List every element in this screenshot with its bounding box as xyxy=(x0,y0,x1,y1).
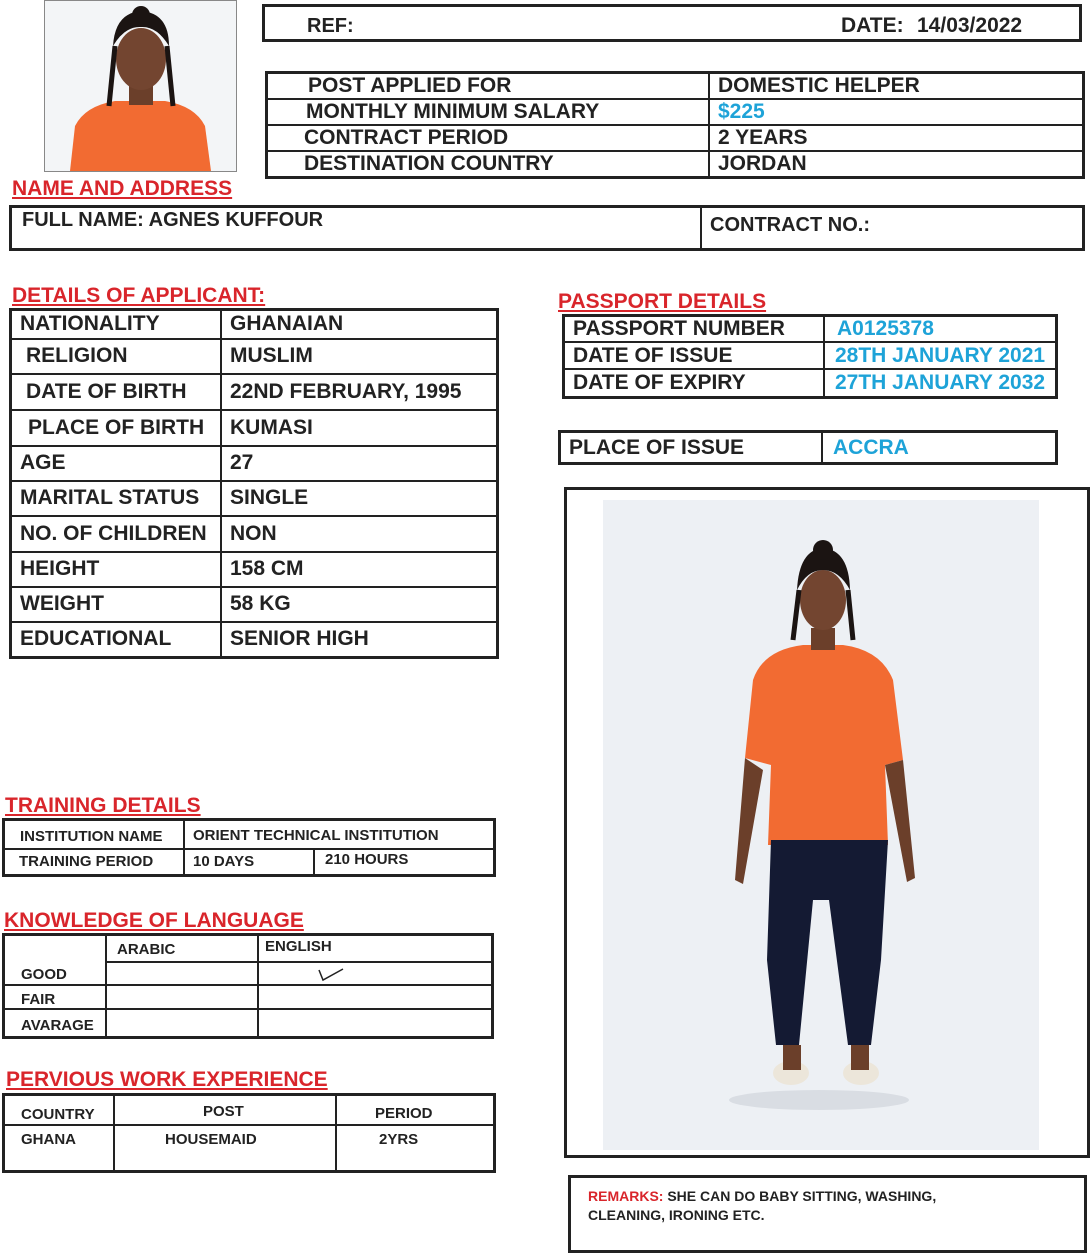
divider xyxy=(5,848,493,850)
divider xyxy=(105,936,107,1036)
applicant-value: KUMASI xyxy=(221,410,498,446)
job-label: POST APPLIED FOR xyxy=(267,73,710,100)
date-label: DATE: xyxy=(841,14,904,37)
full-body-image xyxy=(603,500,1039,1150)
passport-value: A0125378 xyxy=(824,316,1057,343)
place-of-issue-value: ACCRA xyxy=(822,432,1057,464)
applicant-label: PLACE OF BIRTH xyxy=(11,410,222,446)
passport-label: DATE OF ISSUE xyxy=(564,342,825,369)
applicant-value: MUSLIM xyxy=(221,339,498,374)
remarks-text: SHE CAN DO BABY SITTING, WASHING, CLEANING, IRONING ETC. xyxy=(588,1188,937,1223)
divider xyxy=(257,936,259,1036)
passport-heading: PASSPORT DETAILS xyxy=(558,290,767,313)
experience-country: GHANA xyxy=(21,1131,76,1148)
full-body-photo-frame xyxy=(564,487,1090,1158)
applicant-label: MARITAL STATUS xyxy=(11,481,222,516)
remarks-box xyxy=(568,1175,1087,1253)
name-address-box xyxy=(9,205,1085,251)
remarks-label: REMARKS: xyxy=(588,1188,664,1204)
institution-label: INSTITUTION NAME xyxy=(20,828,163,845)
salary-value: $225 xyxy=(709,99,1084,125)
applicant-value: SINGLE xyxy=(221,481,498,516)
institution-value: ORIENT TECHNICAL INSTITUTION xyxy=(193,827,439,844)
applicant-label: NATIONALITY xyxy=(11,310,222,339)
language-col-english: ENGLISH xyxy=(265,938,332,955)
divider xyxy=(5,984,491,986)
place-of-issue-label: PLACE OF ISSUE xyxy=(560,432,823,464)
experience-col-country: COUNTRY xyxy=(21,1106,95,1123)
job-value: DOMESTIC HELPER xyxy=(709,73,1084,100)
applicant-heading: DETAILS OF APPLICANT: xyxy=(12,284,266,307)
passport-table xyxy=(562,314,1058,399)
job-label: MONTHLY MINIMUM SALARY xyxy=(267,99,710,125)
passport-label: PASSPORT NUMBER xyxy=(564,316,825,343)
full-body-photo xyxy=(603,500,1039,1150)
training-days: 10 DAYS xyxy=(193,853,255,870)
job-label: DESTINATION COUNTRY xyxy=(267,151,710,178)
applicant-table xyxy=(9,308,499,659)
divider xyxy=(313,850,315,874)
checkmark-icon xyxy=(317,966,347,982)
applicant-value: NON xyxy=(221,516,498,552)
passport-value: 28TH JANUARY 2021 xyxy=(824,342,1057,369)
applicant-value: SENIOR HIGH xyxy=(221,622,498,658)
language-level-average: AVARAGE xyxy=(21,1017,94,1034)
applicant-label: HEIGHT xyxy=(11,552,222,587)
divider xyxy=(183,821,185,874)
applicant-label: RELIGION xyxy=(11,339,222,374)
divider xyxy=(700,208,702,248)
applicant-label: NO. OF CHILDREN xyxy=(11,516,222,552)
full-name: FULL NAME: AGNES KUFFOUR xyxy=(22,209,324,231)
experience-col-period: PERIOD xyxy=(375,1105,433,1122)
applicant-value: 158 CM xyxy=(221,552,498,587)
divider xyxy=(335,1096,337,1170)
language-box xyxy=(2,933,494,1039)
job-value: 2 YEARS xyxy=(709,125,1084,151)
passport-label: DATE OF EXPIRY xyxy=(564,369,825,397)
applicant-label: AGE xyxy=(11,446,222,481)
language-col-arabic: ARABIC xyxy=(117,941,176,958)
place-of-issue-table xyxy=(558,430,1058,465)
applicant-value: 58 KG xyxy=(221,587,498,622)
experience-period: 2YRS xyxy=(379,1131,419,1148)
divider xyxy=(5,1124,493,1126)
language-level-good: GOOD xyxy=(21,966,67,983)
divider xyxy=(5,1008,491,1010)
job-table xyxy=(265,71,1085,179)
name-address-heading: NAME AND ADDRESS xyxy=(12,177,233,200)
training-period-label: TRAINING PERIOD xyxy=(19,853,154,870)
portrait-image xyxy=(45,1,236,171)
training-hours: 210 HOURS xyxy=(325,851,409,868)
applicant-label: DATE OF BIRTH xyxy=(11,374,222,410)
applicant-value: 27 xyxy=(221,446,498,481)
job-value: JORDAN xyxy=(709,151,1084,178)
experience-box xyxy=(2,1093,496,1173)
language-level-fair: FAIR xyxy=(21,991,56,1008)
passport-value: 27TH JANUARY 2032 xyxy=(824,369,1057,397)
divider xyxy=(105,961,491,963)
experience-col-post: POST xyxy=(203,1103,244,1120)
applicant-label: EDUCATIONAL xyxy=(11,622,222,658)
training-heading: TRAINING DETAILS xyxy=(5,794,201,817)
experience-post: HOUSEMAID xyxy=(165,1131,257,1148)
portrait-photo xyxy=(44,0,237,172)
divider xyxy=(113,1096,115,1170)
ref-label: REF: xyxy=(307,15,354,37)
training-box xyxy=(2,818,496,877)
applicant-label: WEIGHT xyxy=(11,587,222,622)
applicant-value: GHANAIAN xyxy=(221,310,498,339)
job-label: CONTRACT PERIOD xyxy=(267,125,710,151)
applicant-value: 22ND FEBRUARY, 1995 xyxy=(221,374,498,410)
experience-heading: PERVIOUS WORK EXPERIENCE xyxy=(6,1068,328,1091)
ref-date-box xyxy=(262,4,1082,42)
contract-no-label: CONTRACT NO.: xyxy=(710,214,870,236)
language-heading: KNOWLEDGE OF LANGUAGE xyxy=(4,909,304,932)
date-value: 14/03/2022 xyxy=(917,14,1023,37)
